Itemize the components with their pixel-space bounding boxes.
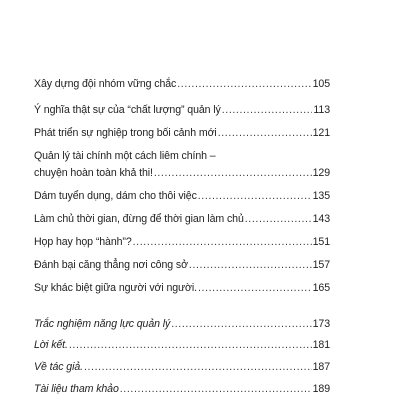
toc-entry-title: Về tác giả. [34, 361, 83, 373]
toc-entry-page: 143 [312, 213, 330, 225]
dot-leader [222, 104, 313, 117]
toc-entry-page: 135 [312, 190, 330, 202]
toc-entry [34, 78, 330, 91]
toc-entry-title: Sự khác biệt giữa người với người. [34, 282, 197, 294]
dot-leader [245, 213, 312, 226]
dot-leader [84, 361, 312, 374]
toc-entry-title: Làm chủ thời gian, đừng để thời gian làm chủ [34, 213, 244, 225]
toc-entry-page: 113 [313, 104, 330, 116]
toc-entry [34, 339, 330, 352]
toc-entry-page: 121 [312, 127, 330, 139]
dot-leader [69, 339, 312, 352]
toc-entry-title: Lời kết. [34, 339, 68, 351]
toc-entry-page: 173 [312, 318, 330, 330]
toc-entry [34, 190, 330, 203]
toc-entry [34, 104, 330, 117]
toc-entry [34, 127, 330, 140]
toc-entry [34, 361, 330, 374]
toc-entry [34, 318, 330, 331]
dot-leader [171, 318, 311, 331]
toc-entry-page: 151 [312, 236, 330, 248]
toc-entry [34, 236, 330, 249]
table-of-contents [34, 0, 330, 400]
toc-entry-title: Dám tuyển dụng, dám cho thôi việc [34, 190, 197, 202]
toc-entry [34, 213, 330, 226]
dot-leader [120, 383, 312, 396]
toc-entry-title-line: Quản lý tài chính một cách liêm chính – [34, 150, 216, 162]
dot-leader [198, 282, 312, 295]
dot-leader [218, 127, 312, 140]
toc-entry [34, 282, 330, 295]
dot-leader [133, 236, 312, 249]
toc-entry-page: 187 [312, 361, 330, 373]
toc-entry-title: chuyện hoàn toàn khả thi! [34, 167, 153, 179]
toc-entry-page: 181 [312, 339, 330, 351]
dot-leader [198, 190, 312, 203]
toc-entry-page: 105 [312, 78, 330, 90]
dot-leader [154, 167, 312, 180]
toc-entry [34, 150, 330, 180]
toc-entry-title: Phát triển sự nghiệp trong bối cảnh mới [34, 127, 217, 139]
toc-entry-title: Trắc nghiệm năng lực quản lý [34, 318, 171, 330]
toc-entry-title: Xây dựng đội nhóm vững chắc [34, 78, 177, 90]
dot-leader [189, 259, 312, 272]
toc-entry-page: 189 [312, 383, 330, 395]
toc-entry [34, 259, 330, 272]
toc-entry-title: Tài liệu tham khảo [34, 383, 119, 395]
toc-entry-title: Ý nghĩa thật sự của “chất lượng” quản lý [34, 104, 221, 116]
dot-leader [177, 78, 311, 91]
toc-entry-page: 157 [312, 259, 330, 271]
toc-entry-title: Họp hay họp “hành”? [34, 236, 132, 248]
toc-entry-page: 165 [312, 282, 330, 294]
toc-entry [34, 383, 330, 396]
toc-entry-page: 129 [312, 167, 330, 179]
toc-entry-title: Đánh bại căng thẳng nơi công sở [34, 259, 188, 271]
